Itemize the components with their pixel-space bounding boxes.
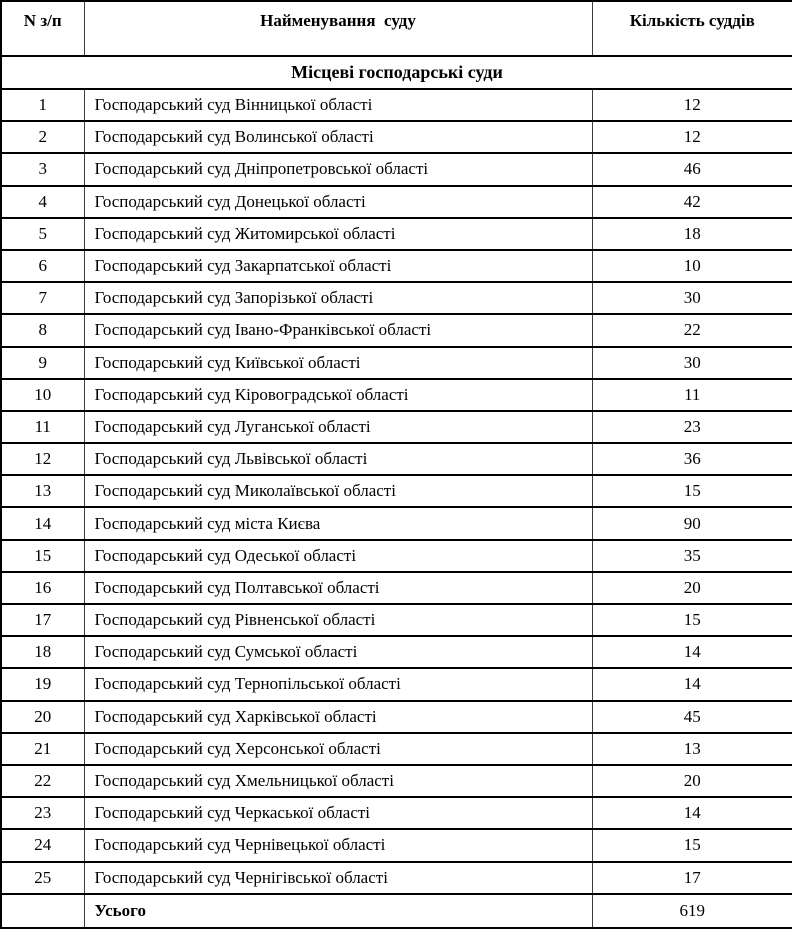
- row-number-cell: 21: [1, 733, 84, 765]
- row-number-cell: 25: [1, 862, 84, 894]
- row-number-cell: 18: [1, 636, 84, 668]
- judge-count-cell: 36: [592, 443, 792, 475]
- total-empty-cell: [1, 894, 84, 928]
- row-number-cell: 22: [1, 765, 84, 797]
- table-row: [1, 862, 792, 894]
- table-row: [1, 507, 792, 539]
- table-row: [1, 347, 792, 379]
- row-number-cell: 15: [1, 540, 84, 572]
- court-name-cell: Господарський суд Кіровоградської області: [84, 379, 592, 411]
- court-name-cell: Господарський суд Херсонської області: [84, 733, 592, 765]
- row-number-cell: 10: [1, 379, 84, 411]
- judge-count-cell: 14: [592, 636, 792, 668]
- judge-count-cell: 45: [592, 701, 792, 733]
- row-number-cell: 13: [1, 475, 84, 507]
- judge-count-cell: 42: [592, 186, 792, 218]
- judge-count-cell: 90: [592, 507, 792, 539]
- table-row: [1, 443, 792, 475]
- court-name-cell: Господарський суд Львівської області: [84, 443, 592, 475]
- court-name-cell: Господарський суд Вінницької області: [84, 89, 592, 121]
- row-number-cell: 16: [1, 572, 84, 604]
- row-number-cell: 12: [1, 443, 84, 475]
- court-name-cell: Господарський суд Івано-Франківської області: [84, 314, 592, 346]
- judge-count-cell: 12: [592, 89, 792, 121]
- table-row: [1, 733, 792, 765]
- judge-count-cell: 30: [592, 282, 792, 314]
- court-name-cell: Господарський суд Донецької області: [84, 186, 592, 218]
- table-body: [1, 89, 792, 894]
- court-name-cell: Господарський суд міста Києва: [84, 507, 592, 539]
- table-row: [1, 829, 792, 861]
- judge-count-cell: 30: [592, 347, 792, 379]
- court-name-cell: Господарський суд Київської області: [84, 347, 592, 379]
- court-name-cell: Господарський суд Черкаської області: [84, 797, 592, 829]
- row-number-cell: 2: [1, 121, 84, 153]
- judge-count-cell: 23: [592, 411, 792, 443]
- table-row: [1, 668, 792, 700]
- total-value: 619: [592, 894, 792, 928]
- table-row: [1, 604, 792, 636]
- judge-count-cell: 12: [592, 121, 792, 153]
- table-row: [1, 153, 792, 185]
- court-name-cell: Господарський суд Запорізької області: [84, 282, 592, 314]
- table-row: [1, 121, 792, 153]
- court-name-cell: Господарський суд Сумської області: [84, 636, 592, 668]
- row-number-cell: 23: [1, 797, 84, 829]
- row-number-cell: 9: [1, 347, 84, 379]
- judge-count-cell: 15: [592, 604, 792, 636]
- table-row: [1, 797, 792, 829]
- row-number-cell: 6: [1, 250, 84, 282]
- court-name-cell: Господарський суд Житомирської області: [84, 218, 592, 250]
- judge-count-cell: 18: [592, 218, 792, 250]
- row-number-cell: 4: [1, 186, 84, 218]
- row-number-cell: 17: [1, 604, 84, 636]
- judge-count-cell: 15: [592, 475, 792, 507]
- table-row: [1, 89, 792, 121]
- table-row: [1, 218, 792, 250]
- court-name-cell: Господарський суд Закарпатської області: [84, 250, 592, 282]
- court-name-cell: Господарський суд Чернігівської області: [84, 862, 592, 894]
- col-header-number: N з/п: [1, 1, 84, 56]
- table-row: [1, 250, 792, 282]
- table-row: [1, 411, 792, 443]
- table-row: [1, 475, 792, 507]
- table-row: [1, 379, 792, 411]
- judge-count-cell: 35: [592, 540, 792, 572]
- table-row: [1, 636, 792, 668]
- court-name-cell: Господарський суд Рівненської області: [84, 604, 592, 636]
- court-name-cell: Господарський суд Чернівецької області: [84, 829, 592, 861]
- judge-count-cell: 13: [592, 733, 792, 765]
- judge-count-cell: 17: [592, 862, 792, 894]
- total-row: [1, 894, 792, 928]
- table-header-row: [1, 1, 792, 56]
- row-number-cell: 14: [1, 507, 84, 539]
- row-number-cell: 8: [1, 314, 84, 346]
- court-name-cell: Господарський суд Дніпропетровської області: [84, 153, 592, 185]
- table-row: [1, 540, 792, 572]
- court-name-cell: Господарський суд Тернопільської області: [84, 668, 592, 700]
- table-row: [1, 701, 792, 733]
- judge-count-cell: 15: [592, 829, 792, 861]
- judge-count-cell: 20: [592, 572, 792, 604]
- row-number-cell: 1: [1, 89, 84, 121]
- court-name-cell: Господарський суд Одеської області: [84, 540, 592, 572]
- row-number-cell: 20: [1, 701, 84, 733]
- judge-count-cell: 46: [592, 153, 792, 185]
- table-row: [1, 765, 792, 797]
- judge-count-cell: 22: [592, 314, 792, 346]
- row-number-cell: 19: [1, 668, 84, 700]
- col-header-judge-count: Кількість суддів: [592, 1, 792, 56]
- judge-count-cell: 20: [592, 765, 792, 797]
- col-header-court-name: Найменування суду: [84, 1, 592, 56]
- judge-count-cell: 11: [592, 379, 792, 411]
- section-header-row: [1, 56, 792, 89]
- judge-count-cell: 10: [592, 250, 792, 282]
- row-number-cell: 24: [1, 829, 84, 861]
- table-row: [1, 186, 792, 218]
- court-name-cell: Господарський суд Харківської області: [84, 701, 592, 733]
- judge-count-cell: 14: [592, 668, 792, 700]
- judge-count-cell: 14: [592, 797, 792, 829]
- court-name-cell: Господарський суд Хмельницької області: [84, 765, 592, 797]
- court-name-cell: Господарський суд Миколаївської області: [84, 475, 592, 507]
- table-row: [1, 282, 792, 314]
- court-name-cell: Господарський суд Полтавської області: [84, 572, 592, 604]
- total-label: Усього: [84, 894, 592, 928]
- table-row: [1, 572, 792, 604]
- court-name-cell: Господарський суд Луганської області: [84, 411, 592, 443]
- court-name-cell: Господарський суд Волинської області: [84, 121, 592, 153]
- table-row: [1, 314, 792, 346]
- row-number-cell: 3: [1, 153, 84, 185]
- row-number-cell: 5: [1, 218, 84, 250]
- row-number-cell: 11: [1, 411, 84, 443]
- row-number-cell: 7: [1, 282, 84, 314]
- section-header-label: Місцеві господарські суди: [1, 56, 792, 89]
